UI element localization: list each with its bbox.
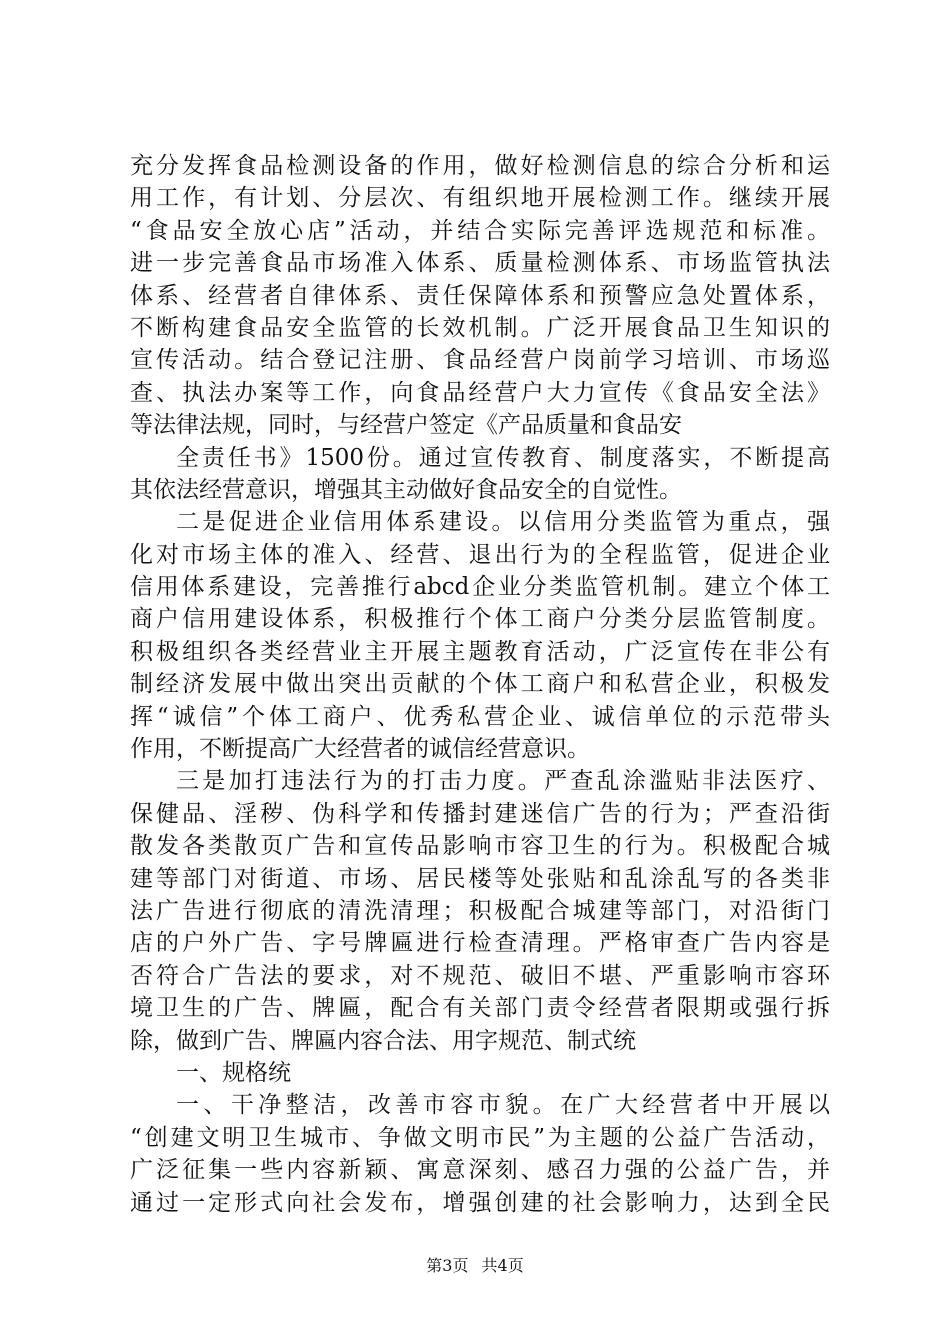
text-line: 积极组织各类经营业主开展主题教育活动，广泛宣传在非公有 — [130, 638, 830, 665]
text-line: 建等部门对街道、市场、居民楼等处张贴和乱涂乱写的各类非 — [130, 865, 830, 892]
text-line: 保健品、淫秽、伪科学和传播封建迷信广告的行为；严查沿街 — [130, 800, 830, 827]
text-line: 一、规格统 — [176, 1059, 291, 1086]
text-line: 广泛征集一些内容新颖、寓意深刻、感召力强的公益广告，并 — [130, 1157, 830, 1184]
text-line: 体系、经营者自律体系、责任保障体系和预警应急处置体系， — [130, 282, 830, 309]
text-line: 否符合广告法的要求，对不规范、破旧不堪、严重影响市容环 — [130, 962, 830, 989]
text-line: 化对市场主体的准入、经营、退出行为的全程监管，促进企业 — [130, 541, 830, 568]
text-line: 通过一定形式向社会发布，增强创建的社会影响力，达到全民 — [130, 1189, 830, 1216]
text-line: 查、执法办案等工作，向食品经营户大力宣传《食品安全法》 — [130, 379, 830, 406]
text-line: 二是促进企业信用体系建设。以信用分类监管为重点，强 — [176, 509, 830, 536]
text-line: “创建文明卫生城市、争做文明市民”为主题的公益广告活动， — [130, 1124, 830, 1151]
text-line: 除，做到广告、牌匾内容合法、用字规范、制式统 — [130, 1027, 636, 1054]
text-line: 境卫生的广告、牌匾，配合有关部门责令经营者限期或强行拆 — [130, 995, 830, 1022]
text-line: 信用体系建设，完善推行abcd企业分类监管机制。建立个体工 — [130, 574, 830, 601]
text-line: 店的户外广告、字号牌匾进行检查清理。严格审查广告内容是 — [130, 930, 830, 957]
text-line: 宣传活动。结合登记注册、食品经营户岗前学习培训、市场巡 — [130, 347, 830, 374]
page-footer — [0, 1256, 950, 1276]
text-line: 不断构建食品安全监管的长效机制。广泛开展食品卫生知识的 — [130, 314, 830, 341]
text-line: 制经济发展中做出突出贡献的个体工商户和私营企业，积极发 — [130, 671, 830, 698]
document-body — [130, 150, 830, 1219]
page-number: 第3页 — [426, 1256, 469, 1275]
text-line: 挥“诚信”个体工商户、优秀私营企业、诚信单位的示范带头 — [130, 703, 830, 730]
text-line: 一、干净整洁，改善市容市貌。在广大经营者中开展以 — [176, 1092, 830, 1119]
page-total: 共4页 — [481, 1256, 524, 1275]
text-line: 作用，不断提高广大经营者的诚信经营意识。 — [130, 736, 590, 763]
text-line: “食品安全放心店”活动，并结合实际完善评选规范和标准。 — [130, 217, 830, 244]
text-line: 散发各类散页广告和宣传品影响市容卫生的行为。积极配合城 — [130, 833, 830, 860]
text-line: 进一步完善食品市场准入体系、质量检测体系、市场监管执法 — [130, 250, 830, 277]
text-line: 其依法经营意识，增强其主动做好食品安全的自觉性。 — [130, 476, 682, 503]
text-line: 商户信用建设体系，积极推行个体工商户分类分层监管制度。 — [130, 606, 830, 633]
text-line: 三是加打违法行为的打击力度。严查乱涂滥贴非法医疗、 — [176, 768, 830, 795]
text-line: 全责任书》1500份。通过宣传教育、制度落实，不断提高 — [176, 444, 830, 471]
text-line: 用工作，有计划、分层次、有组织地开展检测工作。继续开展 — [130, 185, 830, 212]
text-line: 法广告进行彻底的清洗清理；积极配合城建等部门，对沿街门 — [130, 897, 830, 924]
text-line: 等法律法规，同时，与经营户签定《产品质量和食品安 — [130, 412, 682, 439]
text-line: 充分发挥食品检测设备的作用，做好检测信息的综合分析和运 — [130, 153, 830, 179]
